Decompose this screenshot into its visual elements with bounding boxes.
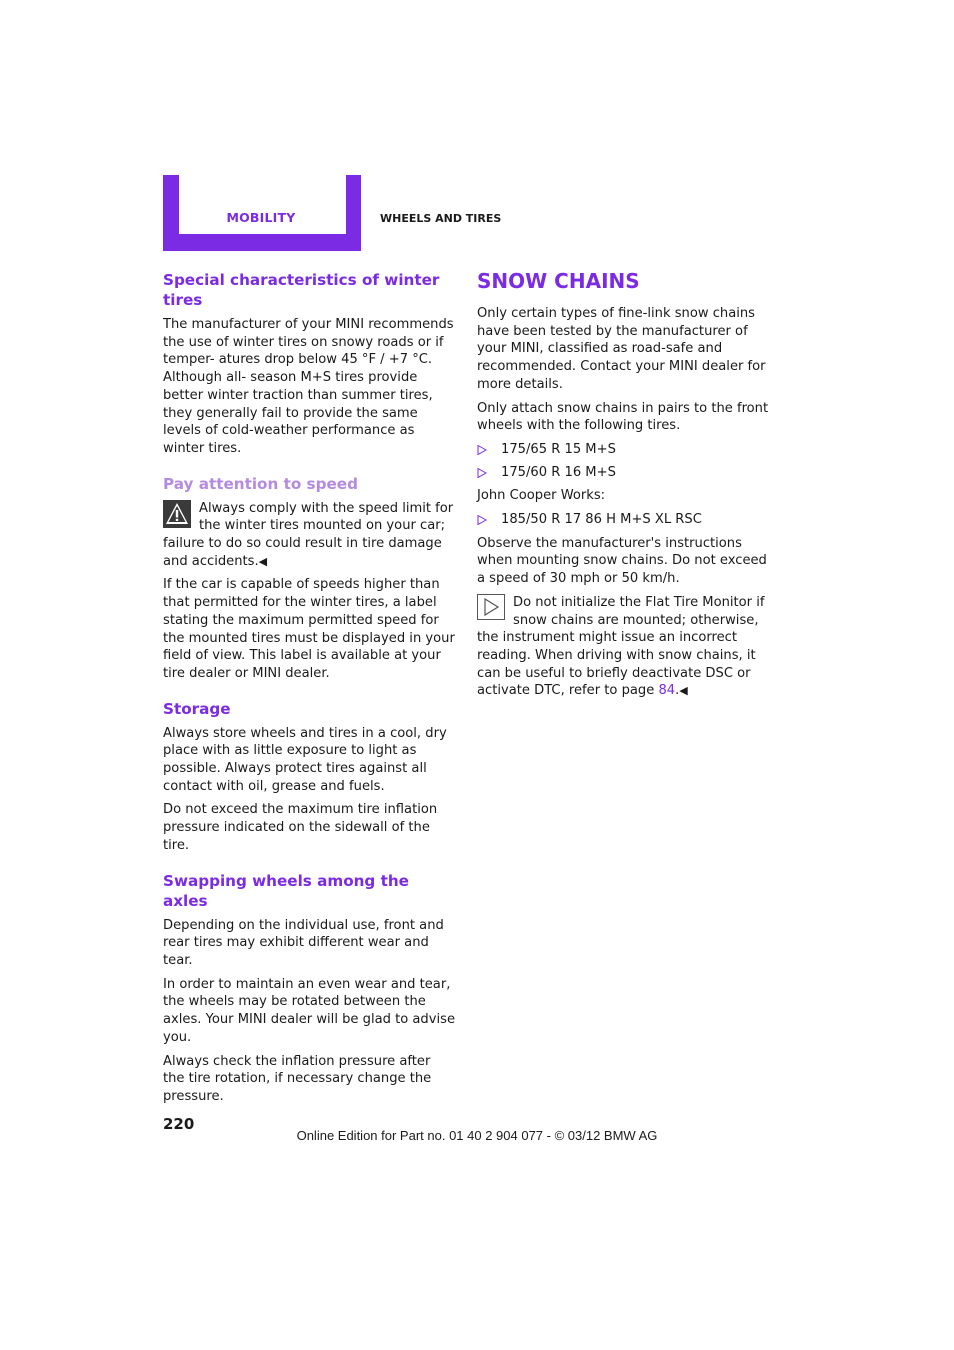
page-number: 220: [163, 1115, 195, 1133]
snow-chains-heading: SNOW CHAINS: [477, 269, 640, 293]
right-column: [477, 268, 769, 706]
swap-body-1: Depending on the individual use, front and rear tires may exhibit different wear and tear.: [163, 917, 444, 968]
swap-body-2: In order to maintain an even wear and tear, the wheels may be rotated between the axles. Your MINI dealer will be glad to advise you.: [163, 976, 456, 1045]
swap-body-3: Always check the inflation pressure after the tire rotation, if necessary change the pressure.: [163, 1053, 432, 1104]
list-item: 175/65 R 15 M+S: [477, 441, 769, 459]
note-arrow-icon: [477, 594, 505, 620]
warning-triangle-icon: [163, 500, 191, 528]
storage-body-2: Do not exceed the maximum tire inflation pressure indicated on the sidewall of the tire.: [163, 802, 438, 853]
speed-section: [163, 474, 455, 683]
tire-list: [477, 441, 769, 481]
snow-chains-p1: Only certain types of fine-link snow chains have been tested by the manufacturer of your MINI, classified as road-safe and recommended. Contact your MINI dealer for more details.: [477, 306, 766, 392]
triangle-bullet-icon: [477, 515, 487, 525]
snow-chains-p2: Only attach snow chains in pairs to the front wheels with the following tires.: [477, 400, 769, 434]
storage-heading: Storage: [163, 699, 231, 718]
swap-section: [163, 871, 455, 1106]
note-text: Do not initialize the Flat Tire Monitor if snow chains are mounted; otherwise, the instrument might issue an incorrect reading. When driving with snow chains, it can be useful to briefly deactivate DSC or activate DTC, refer to page: [477, 594, 765, 699]
chapter-title: WHEELS AND TIRES: [380, 212, 502, 225]
left-column: [163, 270, 455, 1122]
speed-warning: [163, 500, 455, 577]
note-block: Do not initialize the Flat Tire Monitor if snow chains are mounted; otherwise, the instrument might issue an incorrect reading. When driving with snow chains, it can be useful to briefly deactivate DSC or activate DTC, refer to page 84.◀: [477, 594, 765, 699]
swap-heading: Swapping wheels among the axles: [163, 871, 409, 910]
section-tab-inner: [179, 175, 346, 234]
list-item: 185/50 R 17 86 H M+S XL RSC: [477, 511, 769, 529]
triangle-bullet-icon: [477, 468, 487, 478]
storage-section: [163, 699, 455, 855]
jcw-tire-list: [477, 511, 769, 529]
jcw-label: John Cooper Works:: [477, 488, 606, 504]
end-mark: ◀: [679, 684, 688, 698]
list-item: 175/60 R 16 M+S: [477, 464, 769, 482]
triangle-bullet-icon: [477, 445, 487, 455]
speed-body: If the car is capable of speeds higher than that permitted for the winter tires, a label stating the maximum permitted speed for the mounted tires must be displayed in your field of view. This label is available at your tire dealer or MINI dealer.: [163, 577, 455, 681]
snow-chains-p3: Observe the manufacturer's instructions when mounting snow chains. Do not exceed a speed of 30 mph or 50 km/h.: [477, 535, 767, 587]
edition-footer: Online Edition for Part no. 01 40 2 904 077 - © 03/12 BMW AG: [296, 1128, 658, 1143]
winter-tires-heading: Special characteristics of winter tires: [163, 271, 440, 309]
storage-body-1: Always store wheels and tires in a cool, dry place with as little exposure to light as possible. Always protect tires against all contact with oil, grease and fuels.: [163, 725, 447, 794]
speed-heading: Pay attention to speed: [163, 474, 358, 493]
speed-warning-text: Always comply with the speed limit for the winter tires mounted on your car; failure to do so could result in tire damage and accidents.: [163, 500, 454, 569]
winter-tires-body: The manufacturer of your MINI recommends the use of winter tires on snowy roads or if temper- atures drop below 45 °F / +7 °C. Although all- season M+S tires provide better winter traction than summer tires, they generally fail to provide the same levels of cold-weather performance as winter tires.: [163, 317, 454, 456]
winter-tires-section: [163, 270, 455, 458]
section-tab-label[interactable]: MOBILITY: [226, 210, 296, 225]
page-link[interactable]: 84: [658, 683, 676, 699]
end-mark: ◀: [258, 554, 268, 568]
